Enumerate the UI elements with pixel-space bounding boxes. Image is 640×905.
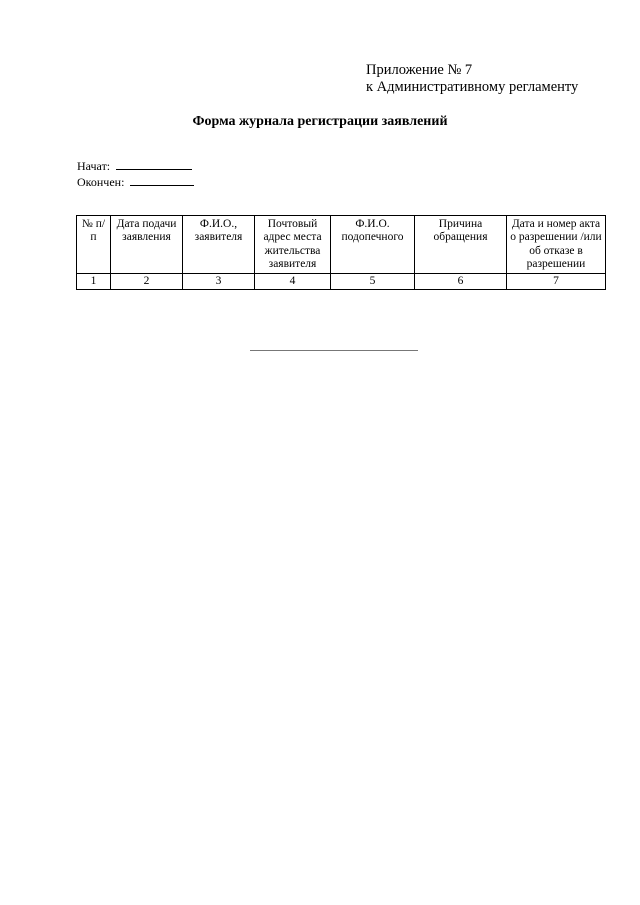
started-row <box>77 158 194 174</box>
finished-row <box>77 174 194 190</box>
column-number: 2 <box>111 273 183 289</box>
column-number: 3 <box>183 273 255 289</box>
started-label: Начат: <box>77 159 111 173</box>
started-blank-line <box>116 158 192 170</box>
end-separator-line <box>250 350 418 351</box>
column-number-row <box>77 273 606 289</box>
finished-label: Окончен: <box>77 175 125 189</box>
header-postal-address: Почтовый адрес места жительства заявителя <box>255 216 331 274</box>
page-title: Форма журнала регистрации заявлений <box>192 114 448 129</box>
registration-journal-table <box>76 215 606 290</box>
appendix-regulation: к Административному регламенту <box>366 79 579 95</box>
header-number: № п/п <box>77 216 111 274</box>
column-number: 6 <box>415 273 507 289</box>
column-number: 4 <box>255 273 331 289</box>
column-number: 5 <box>331 273 415 289</box>
header-applicant-name: Ф.И.О., заявителя <box>183 216 255 274</box>
appendix-number: Приложение № 7 <box>366 62 473 78</box>
journal-period <box>77 158 194 190</box>
finished-blank-line <box>130 174 194 186</box>
header-act-date-number: Дата и номер акта о разрешении /или об отказе в разрешении <box>507 216 606 274</box>
column-number: 1 <box>77 273 111 289</box>
column-number: 7 <box>507 273 606 289</box>
table-header-row <box>77 216 606 274</box>
header-submission-date: Дата подачи заявления <box>111 216 183 274</box>
header-reason: Причина обращения <box>415 216 507 274</box>
appendix-reference <box>366 62 578 96</box>
header-ward-name: Ф.И.О. подопечного <box>331 216 415 274</box>
